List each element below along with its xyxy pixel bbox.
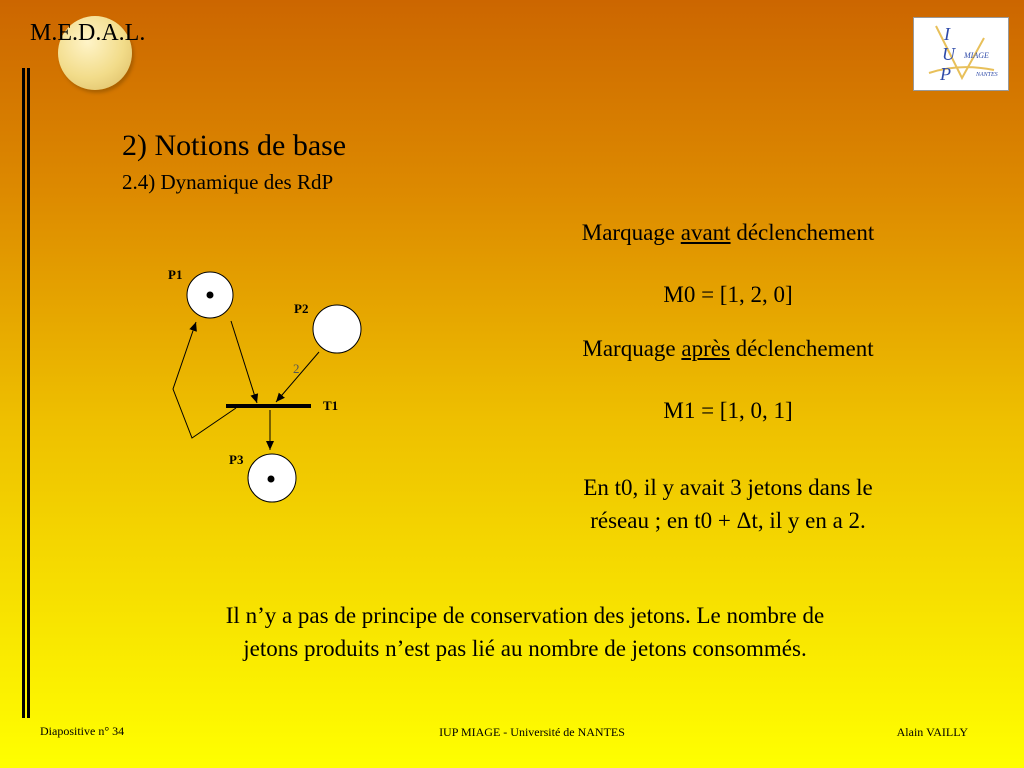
arc-p1-t1 [231,321,257,403]
marking-m0: M0 = [1, 2, 0] [663,282,793,307]
marking-after-suffix: déclenchement [729,336,874,361]
marking-after-keyword: après [681,336,730,361]
conclusion-text [100,599,950,665]
logo-letter-p: P [940,64,951,84]
place-p1 [187,272,233,318]
logo-letter-i: I [944,24,950,44]
token-count-note-line2: réseau ; en t0 + Δt, il y en a 2. [590,508,866,533]
app-title: M.E.D.A.L. [30,20,146,46]
decorative-bar-right [27,68,30,718]
slide-number: Diapositive n° 34 [40,724,125,738]
marking-after-prefix: Marquage [582,336,682,361]
footer-author: Alain VAILLY [896,725,968,739]
conclusion-line1: Il n’y a pas de principe de conservation des jetons. Le nombre de [225,603,825,628]
iup-miage-logo [913,17,1009,91]
token-p3 [268,476,275,483]
arc-weight-label: 2 [293,361,300,376]
logo-word-nantes: NANTES [976,72,998,78]
arc-p2-t1 [276,352,319,402]
marking-before-prefix: Marquage [581,220,681,245]
petri-net-diagram [150,255,370,515]
marking-m1: M1 = [1, 0, 1] [663,398,793,423]
footer-institution: IUP MIAGE - Université de NANTES [439,725,625,739]
iup-logo-graphic [914,18,1008,90]
place-p3 [248,454,296,502]
token-p1 [207,292,214,299]
logo-letter-u: U [942,44,955,64]
token-count-note [500,471,956,537]
section-subtitle: 2.4) Dynamique des RdP [122,170,334,194]
transition-label-t1: T1 [323,398,339,413]
marking-before-keyword: avant [680,220,731,245]
place-p2 [313,305,361,353]
place-label-p2: P2 [294,301,309,316]
logo-word-miage: MIAGE [964,51,989,60]
marking-before-suffix: déclenchement [730,220,875,245]
conclusion-line2: jetons produits n’est pas lié au nombre de jetons consommés. [243,636,807,661]
token-count-note-line1: En t0, il y avait 3 jetons dans le [583,475,873,500]
arc-t1-p1 [173,322,236,438]
marking-after-heading [520,336,936,362]
place-label-p1: P1 [168,267,183,282]
place-label-p3: P3 [229,452,244,467]
marking-before-heading [520,220,936,246]
section-title: 2) Notions de base [122,129,347,162]
decorative-bar-left [22,68,25,718]
